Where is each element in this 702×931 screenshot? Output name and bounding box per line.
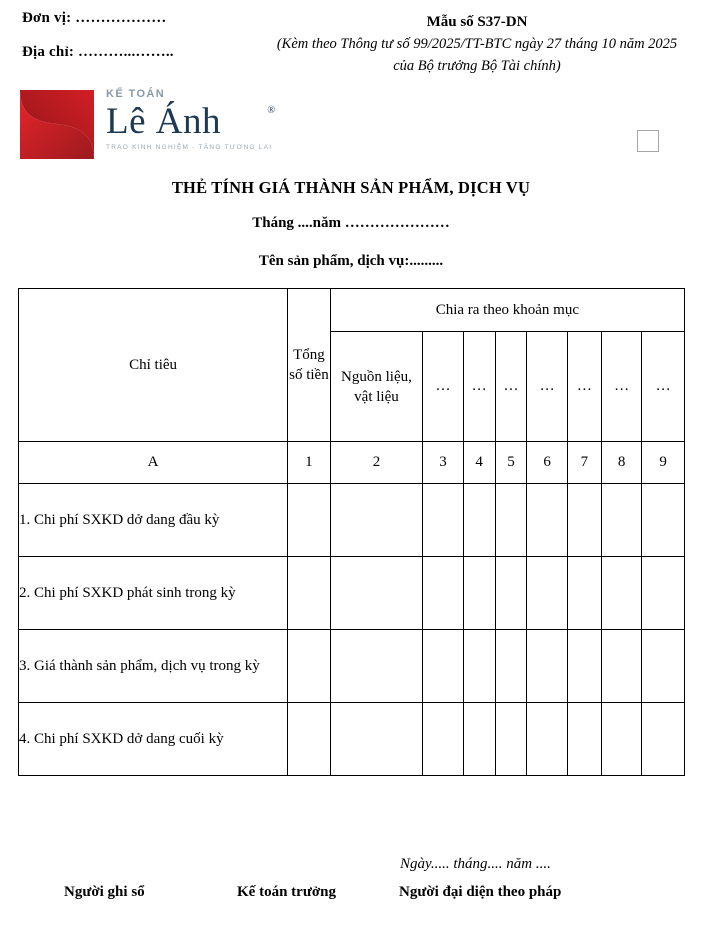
header-dots-5: … (567, 332, 601, 442)
table-header-row-1 (19, 289, 685, 332)
numcell-5: 5 (495, 442, 527, 484)
table-row (19, 484, 685, 557)
row3-cell-3[interactable] (423, 630, 463, 703)
header-dots-1: … (423, 332, 463, 442)
row1-cell-3[interactable] (423, 484, 463, 557)
row2-cell-7[interactable] (567, 557, 601, 630)
header-dots-6: … (601, 332, 641, 442)
header-chitieu: Chỉ tiêu (19, 289, 288, 442)
address-label: Địa chỉ: ………...…….. (22, 44, 174, 60)
row4-cell-4[interactable] (463, 703, 495, 776)
row4-cell-6[interactable] (527, 703, 567, 776)
row1-cell-5[interactable] (495, 484, 527, 557)
header-right-block (262, 12, 692, 77)
row2-cell-3[interactable] (423, 557, 463, 630)
row2-cell-1[interactable] (288, 557, 331, 630)
logo-tagline: TRAO KINH NGHIỆM - TĂNG TƯƠNG LAI (106, 144, 273, 151)
row3-cell-6[interactable] (527, 630, 567, 703)
signature-label-legal-representative: Người đại diện theo pháp (399, 884, 562, 900)
row1-cell-9[interactable] (642, 484, 685, 557)
cost-calculation-table (18, 288, 685, 776)
row-label-4: 4. Chi phí SXKD dở dang cuối kỳ (19, 703, 288, 776)
row4-cell-1[interactable] (288, 703, 331, 776)
numcell-2: 2 (330, 442, 423, 484)
row-label-1: 1. Chi phí SXKD dở dang đầu kỳ (19, 484, 288, 557)
row2-cell-6[interactable] (527, 557, 567, 630)
row-label-3: 3. Giá thành sản phẩm, dịch vụ trong kỳ (19, 630, 288, 703)
row2-cell-9[interactable] (642, 557, 685, 630)
header-dots-7: … (642, 332, 685, 442)
row4-cell-8[interactable] (601, 703, 641, 776)
logo-sub-label: KẾ TOÁN (106, 88, 166, 100)
row2-cell-2[interactable] (330, 557, 423, 630)
signature-row (0, 884, 702, 914)
row1-cell-8[interactable] (601, 484, 641, 557)
numcell-9: 9 (642, 442, 685, 484)
row4-cell-5[interactable] (495, 703, 527, 776)
logo-text-block (106, 88, 275, 153)
row3-cell-1[interactable] (288, 630, 331, 703)
row1-cell-7[interactable] (567, 484, 601, 557)
signature-label-recorder: Người ghi sổ (64, 884, 145, 900)
row3-cell-4[interactable] (463, 630, 495, 703)
row4-cell-9[interactable] (642, 703, 685, 776)
row4-cell-2[interactable] (330, 703, 423, 776)
header-dots-3: … (495, 332, 527, 442)
form-code: Mẫu số S37-DN (426, 14, 528, 30)
row3-cell-9[interactable] (642, 630, 685, 703)
row1-cell-4[interactable] (463, 484, 495, 557)
product-line: Tên sản phẩm, dịch vụ:......... (258, 253, 444, 269)
row1-cell-1[interactable] (288, 484, 331, 557)
numcell-1: 1 (288, 442, 331, 484)
unit-label: Đơn vị: ……………… (22, 10, 167, 26)
table-row (19, 557, 685, 630)
numcell-3: 3 (423, 442, 463, 484)
period-line: Tháng ....năm ………………… (252, 215, 450, 231)
numcell-7: 7 (567, 442, 601, 484)
table-row (19, 630, 685, 703)
row4-cell-3[interactable] (423, 703, 463, 776)
row2-cell-5[interactable] (495, 557, 527, 630)
corner-checkbox[interactable] (637, 130, 659, 152)
numcell-6: 6 (527, 442, 567, 484)
table-number-row (19, 442, 685, 484)
header-group-chiara: Chia ra theo khoản mục (330, 289, 684, 332)
row3-cell-8[interactable] (601, 630, 641, 703)
row3-cell-2[interactable] (330, 630, 423, 703)
row1-cell-2[interactable] (330, 484, 423, 557)
row4-cell-7[interactable] (567, 703, 601, 776)
header-nguonlieu: Nguồn liệu, vật liệu (330, 332, 423, 442)
row3-cell-5[interactable] (495, 630, 527, 703)
numcell-A: A (19, 442, 288, 484)
header-dots-4: … (527, 332, 567, 442)
numcell-8: 8 (601, 442, 641, 484)
form-reference: (Kèm theo Thông tư số 99/2025/TT-BTC ngày 27 tháng 10 năm 2025 của Bộ trưởng Bộ Tài chính) (276, 36, 678, 74)
row3-cell-7[interactable] (567, 630, 601, 703)
page-title: THẺ TÍNH GIÁ THÀNH SẢN PHẨM, DỊCH VỤ (171, 178, 531, 197)
logo-name-row (106, 101, 275, 143)
header-tongsotien: Tổng số tiền (288, 289, 331, 442)
header-dots-2: … (463, 332, 495, 442)
signature-label-chief-accountant: Kế toán trưởng (237, 884, 336, 900)
row-label-2: 2. Chi phí SXKD phát sinh trong kỳ (19, 557, 288, 630)
logo-hourglass-icon (18, 88, 96, 161)
row2-cell-4[interactable] (463, 557, 495, 630)
footer-date-line: Ngày..... tháng.... năm .... (400, 856, 551, 872)
logo-name: Lê Ánh (106, 101, 221, 142)
numcell-4: 4 (463, 442, 495, 484)
company-logo (18, 88, 275, 166)
row2-cell-8[interactable] (601, 557, 641, 630)
registered-mark-icon: ® (267, 105, 275, 116)
table-row (19, 703, 685, 776)
row1-cell-6[interactable] (527, 484, 567, 557)
